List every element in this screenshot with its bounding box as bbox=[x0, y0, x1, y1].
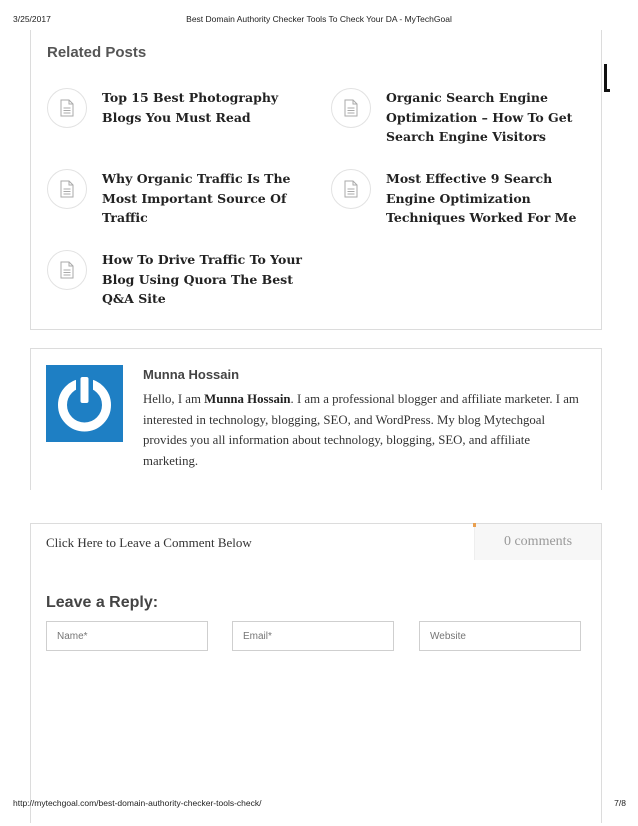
related-post-link[interactable]: Most Effective 9 Search Engine Optimization Techniques Worked For Me bbox=[386, 171, 577, 225]
power-logo-icon bbox=[46, 365, 123, 442]
sidebar-edge-mark bbox=[604, 64, 607, 92]
related-post-link[interactable]: How To Drive Traffic To Your Blog Using Quora The Best Q&A Site bbox=[102, 252, 303, 306]
leave-comment-link[interactable]: Click Here to Leave a Comment Below bbox=[46, 535, 252, 550]
email-field[interactable] bbox=[232, 621, 394, 651]
comment-count[interactable]: 0 comments bbox=[474, 524, 601, 560]
print-header bbox=[0, 14, 638, 28]
reply-heading: Leave a Reply: bbox=[46, 594, 159, 611]
print-url: http://mytechgoal.com/best-domain-authority-checker-tools-check/ bbox=[13, 798, 262, 808]
author-bio-text: . I am a professional blogger and affiliate marketer. I am interested in technology, blogging, SEO, and WordPress. My blog Mytechgoal provides you all information about technology, blogging, SEO, and affiliate marketing. bbox=[143, 392, 579, 468]
related-post-link[interactable]: Why Organic Traffic Is The Most Important Source Of Traffic bbox=[102, 171, 291, 225]
print-date: 3/25/2017 bbox=[13, 14, 51, 24]
sidebar-edge-dot bbox=[607, 89, 610, 92]
avatar[interactable] bbox=[46, 365, 123, 442]
comments-section bbox=[30, 523, 602, 823]
related-posts-section bbox=[30, 30, 602, 330]
author-bio bbox=[143, 389, 583, 471]
document-icon bbox=[47, 169, 87, 209]
author-bio-prefix: Hello, I am bbox=[143, 392, 205, 406]
document-icon bbox=[47, 250, 87, 290]
document-icon bbox=[331, 88, 371, 128]
author-name[interactable]: Munna Hossain bbox=[143, 367, 240, 382]
print-page-number: 7/8 bbox=[614, 798, 626, 808]
related-posts-heading: Related Posts bbox=[47, 44, 147, 61]
author-box bbox=[30, 348, 602, 490]
name-field[interactable] bbox=[46, 621, 208, 651]
author-bio-name: Munna Hossain bbox=[204, 392, 291, 406]
document-icon bbox=[331, 169, 371, 209]
document-icon bbox=[47, 88, 87, 128]
related-post-link[interactable]: Organic Search Engine Optimization – How To Get Search Engine Visitors bbox=[386, 90, 573, 144]
website-field[interactable] bbox=[419, 621, 581, 651]
print-page-title: Best Domain Authority Checker Tools To Check Your DA - MyTechGoal bbox=[186, 14, 452, 24]
related-post-link[interactable]: Top 15 Best Photography Blogs You Must Read bbox=[102, 90, 279, 125]
